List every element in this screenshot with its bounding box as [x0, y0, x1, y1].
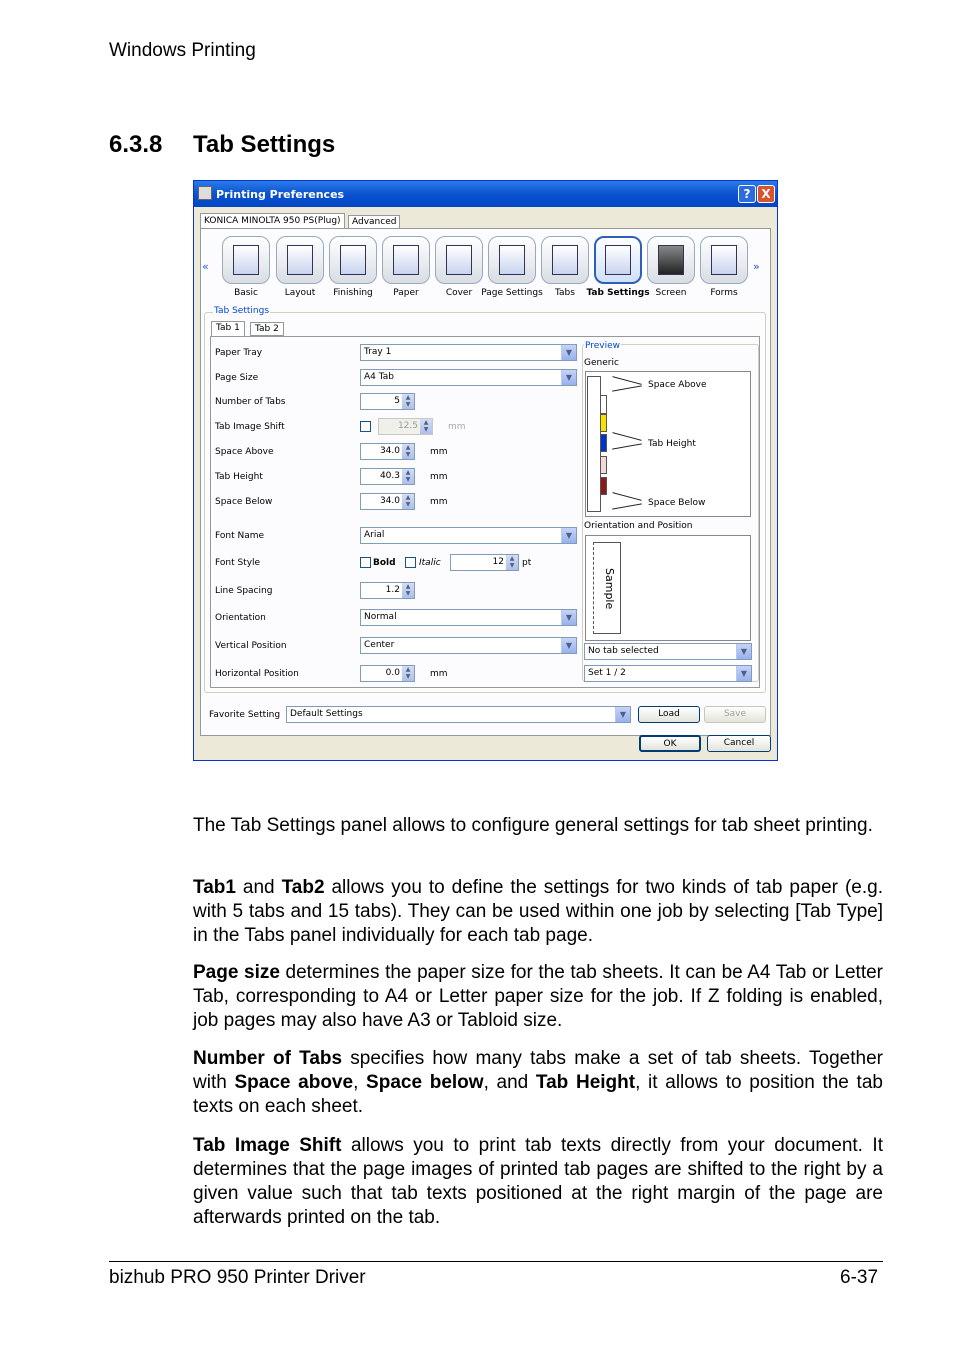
paper-icon	[393, 245, 419, 275]
tab-image-shift-checkbox[interactable]	[360, 421, 371, 432]
leader-line	[612, 492, 641, 501]
scroll-right-icon[interactable]: »	[753, 260, 760, 273]
layout-icon	[287, 245, 313, 275]
bold-checkbox[interactable]	[360, 557, 371, 568]
orientation-label: Orientation	[215, 613, 266, 623]
feature-tabs[interactable]: Tabs	[541, 236, 589, 298]
tab-select[interactable]: No tab selected ▼	[584, 643, 752, 660]
tab-settings-icon	[605, 245, 631, 275]
tab-sheet-graphic	[587, 376, 601, 512]
paragraph-tab1-tab2: Tab1 and Tab2 allows you to define the settings for two kinds of tab paper (e.g. with 5 tabs and 15 tabs). They can be used within one job by selecting [Tab Type] in the Tabs panel individually for each tab page.	[193, 877, 883, 946]
paper-tray-label: Paper Tray	[215, 348, 263, 358]
bold-label: Bold	[373, 558, 396, 568]
set-select[interactable]: Set 1 / 2 ▼	[584, 665, 752, 682]
paper-tray-select[interactable]: Tray 1 ▼	[360, 344, 577, 361]
tab-height-caption: Tab Height	[648, 439, 696, 449]
chevron-down-icon: ▼	[561, 610, 576, 625]
finishing-icon	[340, 245, 366, 275]
tab-height-label: Tab Height	[215, 472, 263, 482]
chevron-down-icon: ▼	[736, 666, 751, 681]
leader-line	[612, 385, 642, 391]
vertical-position-label: Vertical Position	[215, 641, 287, 651]
page-settings-icon	[499, 245, 525, 275]
leader-line	[612, 432, 641, 441]
spin-arrows-icon[interactable]: ▲ ▼	[506, 555, 518, 570]
horizontal-position-unit: mm	[430, 669, 448, 679]
space-above-stepper[interactable]: 34.0 ▲ ▼	[360, 443, 415, 460]
orientation-position-label: Orientation and Position	[584, 521, 693, 531]
paragraph-tab-image-shift: Tab Image Shift allows you to print tab texts directly from your document. It determines that the page images of printed tab pages are shifted to the right by a given value such that tab texts positioned at the right margin of the page are afterwards printed on the tab.	[193, 1135, 883, 1228]
space-above-unit: mm	[430, 447, 448, 457]
font-size-unit: pt	[522, 558, 532, 568]
spin-arrows-icon[interactable]: ▲ ▼	[420, 419, 432, 434]
page-number: 6-37	[840, 1267, 879, 1288]
feature-screen[interactable]: Screen	[647, 236, 695, 298]
dialog-title: Printing Preferences	[216, 188, 345, 201]
space-above-label: Space Above	[215, 447, 274, 457]
orientation-preview	[585, 535, 751, 641]
tab-height-stepper[interactable]: 40.3 ▲ ▼	[360, 468, 415, 485]
spin-arrows-icon[interactable]: ▲ ▼	[402, 666, 414, 681]
feature-finishing[interactable]: Finishing	[329, 236, 377, 298]
font-name-select[interactable]: Arial ▼	[360, 527, 577, 544]
tabs-icon	[552, 245, 578, 275]
number-of-tabs-stepper[interactable]: 5 ▲ ▼	[360, 393, 415, 410]
generic-preview	[585, 371, 751, 517]
page-size-label: Page Size	[215, 373, 259, 383]
feature-tab-settings[interactable]: Tab Settings	[594, 236, 642, 298]
ok-button[interactable]: OK	[639, 735, 701, 752]
tab-graphic-3	[600, 434, 607, 452]
tab-graphic-2	[600, 414, 607, 432]
leader-line	[612, 443, 642, 449]
tab-image-shift-label: Tab Image Shift	[215, 422, 285, 432]
spin-arrows-icon[interactable]: ▲ ▼	[402, 583, 414, 598]
printer-icon	[198, 186, 212, 200]
leader-line	[612, 376, 641, 385]
paragraph-number-of-tabs: Number of Tabs specifies how many tabs make a set of tab sheets. Together with Space above, Space below, and Tab Height, it allows to position the tab texts on each sheet.	[193, 1048, 883, 1117]
spin-arrows-icon[interactable]: ▲ ▼	[402, 469, 414, 484]
tab-graphic-1	[600, 395, 607, 414]
paragraph-page-size: Page size determines the paper size for the tab sheets. It can be A4 Tab or Letter Tab, corresponding to A4 or Letter paper size for the job. If Z folding is enabled, job pages may also have A3 or Tabloid size.	[193, 962, 884, 1031]
tab-2[interactable]: Tab 2	[250, 322, 284, 336]
favorite-setting-select[interactable]: Default Settings ▼	[286, 706, 631, 723]
feature-paper[interactable]: Paper	[382, 236, 430, 298]
tab-konica-minolta[interactable]: KONICA MINOLTA 950 PS(Plug)	[200, 213, 345, 229]
tab-graphic-4	[600, 456, 607, 474]
feature-page-settings[interactable]: Page Settings	[488, 236, 536, 298]
line-spacing-stepper[interactable]: 1.2 ▲ ▼	[360, 582, 415, 599]
load-button[interactable]: Load	[638, 706, 700, 723]
space-below-unit: mm	[430, 497, 448, 507]
tab-settings-group-label: Tab Settings	[214, 306, 270, 316]
italic-checkbox[interactable]	[405, 557, 416, 568]
section-heading	[109, 131, 335, 159]
screen-icon	[658, 245, 684, 275]
number-of-tabs-label: Number of Tabs	[215, 397, 286, 407]
section-title: Tab Settings	[193, 131, 336, 158]
feature-layout[interactable]: Layout	[276, 236, 324, 298]
help-button[interactable]: ?	[738, 185, 756, 203]
sample-text: Sample	[603, 568, 616, 610]
chevron-down-icon: ▼	[615, 707, 630, 722]
tab-1[interactable]: Tab 1	[211, 321, 245, 337]
footer-title: bizhub PRO 950 Printer Driver	[109, 1267, 366, 1288]
tab-height-unit: mm	[430, 472, 448, 482]
italic-label: Italic	[419, 558, 441, 568]
printing-preferences-dialog	[193, 180, 778, 761]
generic-label: Generic	[584, 358, 619, 368]
basic-icon	[233, 245, 259, 275]
chevron-down-icon: ▼	[561, 638, 576, 653]
tab-image-shift-unit: mm	[448, 422, 466, 432]
spin-arrows-icon[interactable]: ▲ ▼	[402, 494, 414, 509]
feature-forms[interactable]: Forms	[700, 236, 748, 298]
space-below-label: Space Below	[215, 497, 273, 507]
line-spacing-label: Line Spacing	[215, 586, 273, 596]
space-below-caption: Space Below	[648, 498, 706, 508]
favorite-setting-label: Favorite Setting	[209, 710, 281, 720]
save-button[interactable]: Save	[704, 706, 766, 723]
section-number: 6.3.8	[109, 131, 163, 158]
preview-label: Preview	[585, 341, 621, 351]
chevron-down-icon: ▼	[561, 370, 576, 385]
orientation-select[interactable]: Normal ▼	[360, 609, 577, 626]
spin-arrows-icon[interactable]: ▲ ▼	[402, 394, 414, 409]
font-name-label: Font Name	[215, 531, 265, 541]
forms-icon	[711, 245, 737, 275]
feature-basic[interactable]: Basic	[222, 236, 270, 298]
horizontal-position-label: Horizontal Position	[215, 669, 299, 679]
cancel-button[interactable]: Cancel	[707, 735, 771, 752]
tab-image-shift-stepper[interactable]: 12.5 ▲ ▼	[378, 418, 433, 435]
leader-line	[612, 503, 642, 509]
feature-cover[interactable]: Cover	[435, 236, 483, 298]
vertical-position-select[interactable]: Center ▼	[360, 637, 577, 654]
horizontal-position-stepper[interactable]: 0.0 ▲ ▼	[360, 665, 415, 682]
spin-arrows-icon[interactable]: ▲ ▼	[402, 444, 414, 459]
footer-rule	[109, 1261, 883, 1262]
cover-icon	[446, 245, 472, 275]
close-button[interactable]: X	[757, 185, 775, 203]
chevron-down-icon: ▼	[561, 528, 576, 543]
page-size-select[interactable]: A4 Tab ▼	[360, 369, 577, 386]
font-size-stepper[interactable]: 12 ▲ ▼	[450, 554, 519, 571]
space-above-caption: Space Above	[648, 380, 707, 390]
space-below-stepper[interactable]: 34.0 ▲ ▼	[360, 493, 415, 510]
font-style-label: Font Style	[215, 558, 261, 568]
dialog-titlebar[interactable]	[194, 181, 777, 207]
tab-advanced[interactable]: Advanced	[348, 215, 400, 229]
chevron-down-icon: ▼	[561, 345, 576, 360]
paragraph-intro: The Tab Settings panel allows to configure general settings for tab sheet printing.	[193, 815, 873, 836]
scroll-left-icon[interactable]: «	[202, 260, 209, 273]
tab-graphic-5	[600, 477, 607, 495]
running-header: Windows Printing	[109, 40, 256, 61]
chevron-down-icon: ▼	[736, 644, 751, 659]
